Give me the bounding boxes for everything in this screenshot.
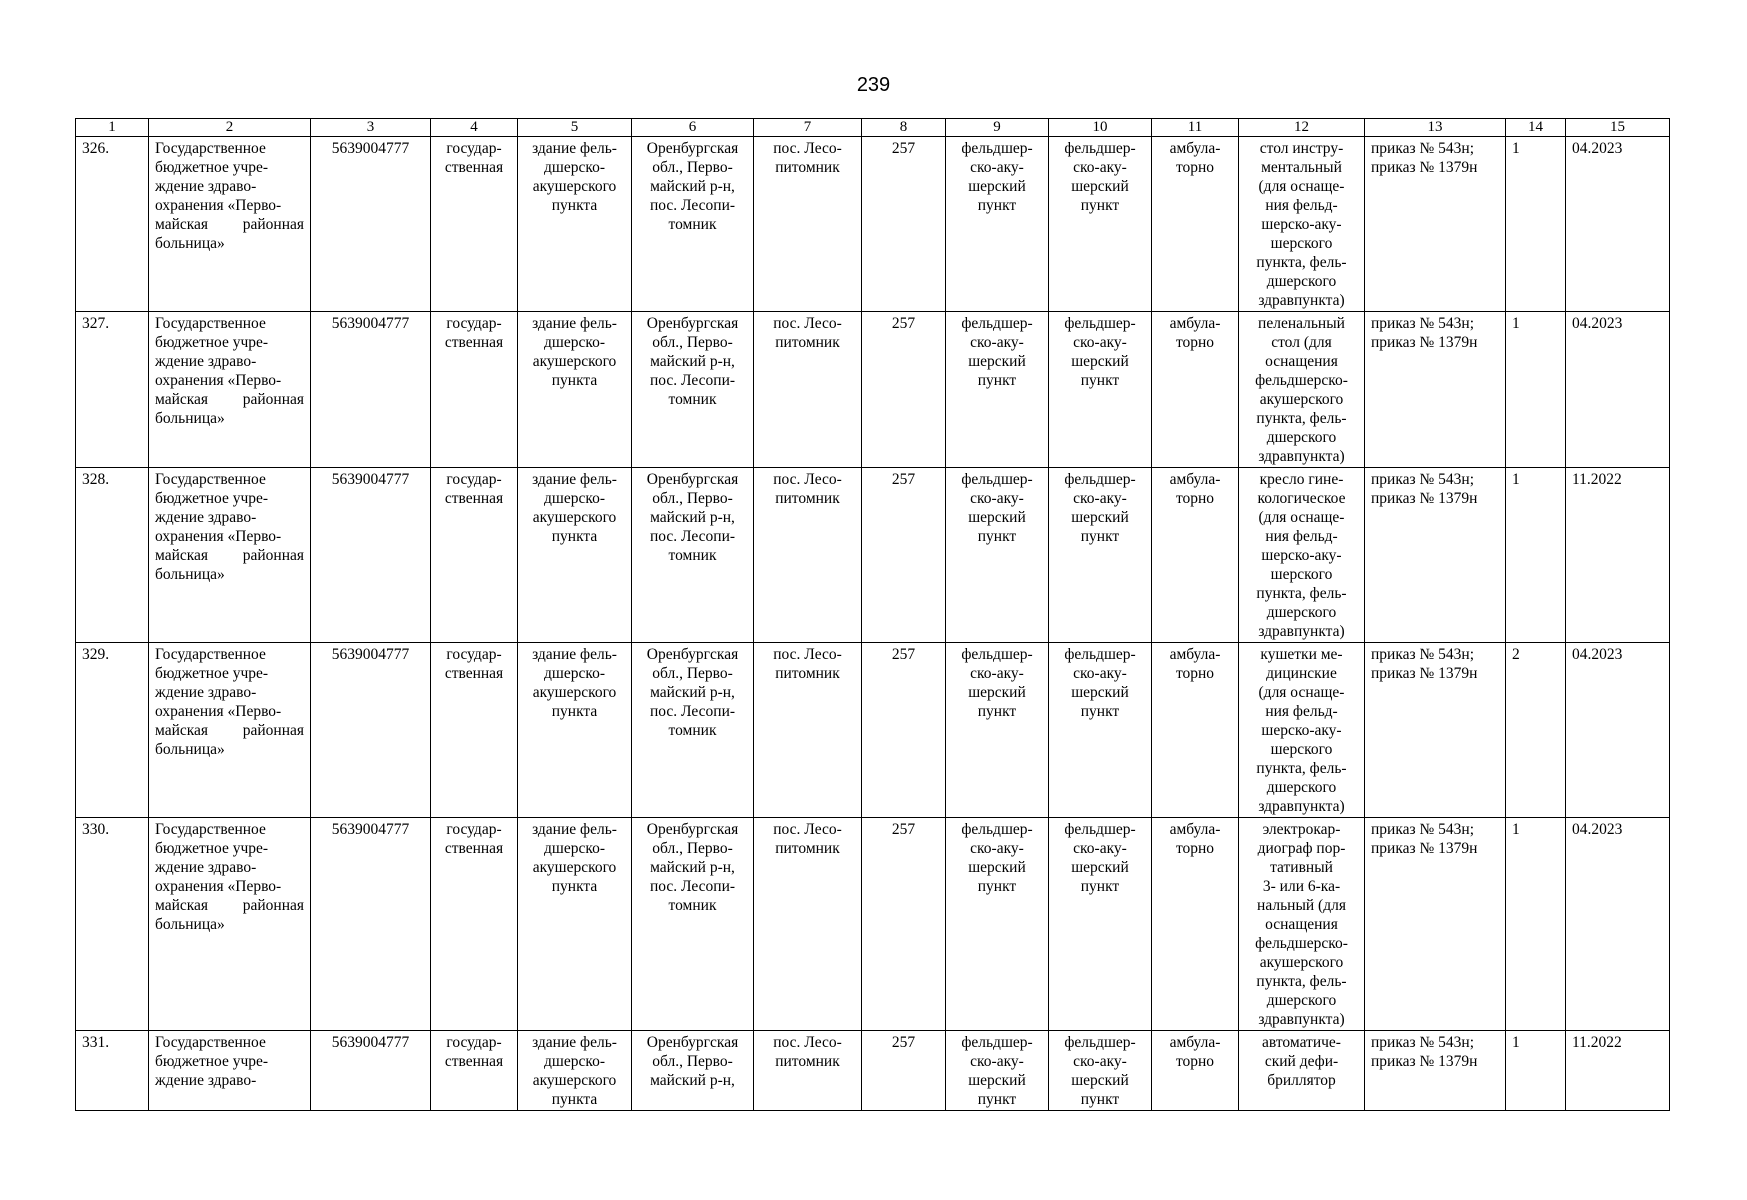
row-number: 329.: [76, 643, 149, 818]
column-header: 1: [76, 119, 149, 137]
institution-name: Государственное бюджетное учре- ждение здраво- охранения «Перво- майская районная больница»: [149, 643, 311, 818]
institution-name: Государственное бюджетное учре- ждение здраво- охранения «Перво- майская районная больница»: [149, 312, 311, 468]
facility-subtype: фельдшер- ско-аку- шерский пункт: [1049, 1031, 1152, 1111]
care-mode: амбула- торно: [1152, 137, 1239, 312]
institution-name: Государственное бюджетное учре- ждение здраво-: [149, 1031, 311, 1111]
row-number: 331.: [76, 1031, 149, 1111]
ownership: государ- ственная: [431, 468, 518, 643]
building: здание фель- дшерско- акушерского пункта: [518, 1031, 632, 1111]
facility-type: фельдшер- ско-аку- шерский пункт: [946, 468, 1049, 643]
date: 11.2022: [1566, 1031, 1670, 1111]
table-row: [76, 643, 1670, 818]
inn: 5639004777: [311, 643, 431, 818]
building: здание фель- дшерско- акушерского пункта: [518, 137, 632, 312]
facility-type: фельдшер- ско-аку- шерский пункт: [946, 137, 1049, 312]
column-number-row: [76, 119, 1670, 137]
orders: приказ № 543н; приказ № 1379н: [1365, 137, 1506, 312]
column-header: 12: [1239, 119, 1365, 137]
institution-name: Государственное бюджетное учре- ждение здраво- охранения «Перво- майская районная больница»: [149, 468, 311, 643]
locality: пос. Лесо- питомник: [754, 312, 862, 468]
equipment: автоматиче- ский дефи- бриллятор: [1239, 1031, 1365, 1111]
address: Оренбургская обл., Перво- майский р-н, пос. Лесопи- томник: [632, 468, 754, 643]
orders: приказ № 543н; приказ № 1379н: [1365, 1031, 1506, 1111]
row-number: 330.: [76, 818, 149, 1031]
ownership: государ- ственная: [431, 312, 518, 468]
equipment: электрокар- диограф пор- тативный 3- или 6-ка- нальный (для оснащения фельдшерско- акушерского пункта, фель- дшерского здравпункта): [1239, 818, 1365, 1031]
care-mode: амбула- торно: [1152, 468, 1239, 643]
table-row: [76, 468, 1670, 643]
facility-type: фельдшер- ско-аку- шерский пункт: [946, 312, 1049, 468]
facility-type: фельдшер- ско-аку- шерский пункт: [946, 643, 1049, 818]
equipment: стол инстру- ментальный (для оснаще- ния фельд- шерско-аку- шерского пункта, фель- дшерского здравпункта): [1239, 137, 1365, 312]
table-row: [76, 1031, 1670, 1111]
code: 257: [862, 1031, 946, 1111]
building: здание фель- дшерско- акушерского пункта: [518, 818, 632, 1031]
inn: 5639004777: [311, 137, 431, 312]
address: Оренбургская обл., Перво- майский р-н, пос. Лесопи- томник: [632, 137, 754, 312]
facility-subtype: фельдшер- ско-аку- шерский пункт: [1049, 312, 1152, 468]
quantity: 1: [1506, 312, 1566, 468]
code: 257: [862, 643, 946, 818]
column-header: 11: [1152, 119, 1239, 137]
inn: 5639004777: [311, 818, 431, 1031]
row-number: 326.: [76, 137, 149, 312]
column-header: 9: [946, 119, 1049, 137]
address: Оренбургская обл., Перво- майский р-н, пос. Лесопи- томник: [632, 312, 754, 468]
locality: пос. Лесо- питомник: [754, 818, 862, 1031]
table-row: [76, 312, 1670, 468]
building: здание фель- дшерско- акушерского пункта: [518, 468, 632, 643]
equipment: пеленальный стол (для оснащения фельдшерско- акушерского пункта, фель- дшерского здравпункта): [1239, 312, 1365, 468]
quantity: 1: [1506, 818, 1566, 1031]
date: 04.2023: [1566, 137, 1670, 312]
code: 257: [862, 137, 946, 312]
column-header: 13: [1365, 119, 1506, 137]
facility-type: фельдшер- ско-аку- шерский пункт: [946, 818, 1049, 1031]
row-number: 328.: [76, 468, 149, 643]
facility-subtype: фельдшер- ско-аку- шерский пункт: [1049, 137, 1152, 312]
page-number: 239: [856, 74, 891, 96]
equipment: кресло гине- кологическое (для оснаще- ния фельд- шерско-аку- шерского пункта, фель- дшерского здравпункта): [1239, 468, 1365, 643]
institution-name: Государственное бюджетное учре- ждение здраво- охранения «Перво- майская районная больница»: [149, 818, 311, 1031]
orders: приказ № 543н; приказ № 1379н: [1365, 643, 1506, 818]
care-mode: амбула- торно: [1152, 818, 1239, 1031]
orders: приказ № 543н; приказ № 1379н: [1365, 468, 1506, 643]
facility-subtype: фельдшер- ско-аку- шерский пункт: [1049, 468, 1152, 643]
table-row: [76, 137, 1670, 312]
quantity: 1: [1506, 137, 1566, 312]
equipment: кушетки ме- дицинские (для оснаще- ния фельд- шерско-аку- шерского пункта, фель- дшерского здравпункта): [1239, 643, 1365, 818]
column-header: 3: [311, 119, 431, 137]
inn: 5639004777: [311, 312, 431, 468]
date: 04.2023: [1566, 818, 1670, 1031]
column-header: 6: [632, 119, 754, 137]
table-header: [76, 119, 1670, 137]
column-header: 2: [149, 119, 311, 137]
ownership: государ- ственная: [431, 818, 518, 1031]
quantity: 1: [1506, 1031, 1566, 1111]
code: 257: [862, 312, 946, 468]
date: 04.2023: [1566, 643, 1670, 818]
address: Оренбургская обл., Перво- майский р-н, пос. Лесопи- томник: [632, 643, 754, 818]
building: здание фель- дшерско- акушерского пункта: [518, 312, 632, 468]
orders: приказ № 543н; приказ № 1379н: [1365, 818, 1506, 1031]
column-header: 5: [518, 119, 632, 137]
locality: пос. Лесо- питомник: [754, 137, 862, 312]
care-mode: амбула- торно: [1152, 1031, 1239, 1111]
equipment-registry-table: [75, 118, 1670, 1111]
facility-subtype: фельдшер- ско-аку- шерский пункт: [1049, 643, 1152, 818]
facility-type: фельдшер- ско-аку- шерский пункт: [946, 1031, 1049, 1111]
date: 11.2022: [1566, 468, 1670, 643]
table-row: [76, 818, 1670, 1031]
column-header: 7: [754, 119, 862, 137]
row-number: 327.: [76, 312, 149, 468]
building: здание фель- дшерско- акушерского пункта: [518, 643, 632, 818]
address: Оренбургская обл., Перво- майский р-н, пос. Лесопи- томник: [632, 818, 754, 1031]
quantity: 1: [1506, 468, 1566, 643]
locality: пос. Лесо- питомник: [754, 643, 862, 818]
quantity: 2: [1506, 643, 1566, 818]
facility-subtype: фельдшер- ско-аку- шерский пункт: [1049, 818, 1152, 1031]
inn: 5639004777: [311, 468, 431, 643]
institution-name: Государственное бюджетное учре- ждение здраво- охранения «Перво- майская районная больница»: [149, 137, 311, 312]
care-mode: амбула- торно: [1152, 643, 1239, 818]
address: Оренбургская обл., Перво- майский р-н,: [632, 1031, 754, 1111]
code: 257: [862, 818, 946, 1031]
ownership: государ- ственная: [431, 137, 518, 312]
inn: 5639004777: [311, 1031, 431, 1111]
locality: пос. Лесо- питомник: [754, 1031, 862, 1111]
column-header: 4: [431, 119, 518, 137]
code: 257: [862, 468, 946, 643]
locality: пос. Лесо- питомник: [754, 468, 862, 643]
orders: приказ № 543н; приказ № 1379н: [1365, 312, 1506, 468]
column-header: 8: [862, 119, 946, 137]
ownership: государ- ственная: [431, 1031, 518, 1111]
column-header: 15: [1566, 119, 1670, 137]
date: 04.2023: [1566, 312, 1670, 468]
care-mode: амбула- торно: [1152, 312, 1239, 468]
column-header: 14: [1506, 119, 1566, 137]
column-header: 10: [1049, 119, 1152, 137]
ownership: государ- ственная: [431, 643, 518, 818]
